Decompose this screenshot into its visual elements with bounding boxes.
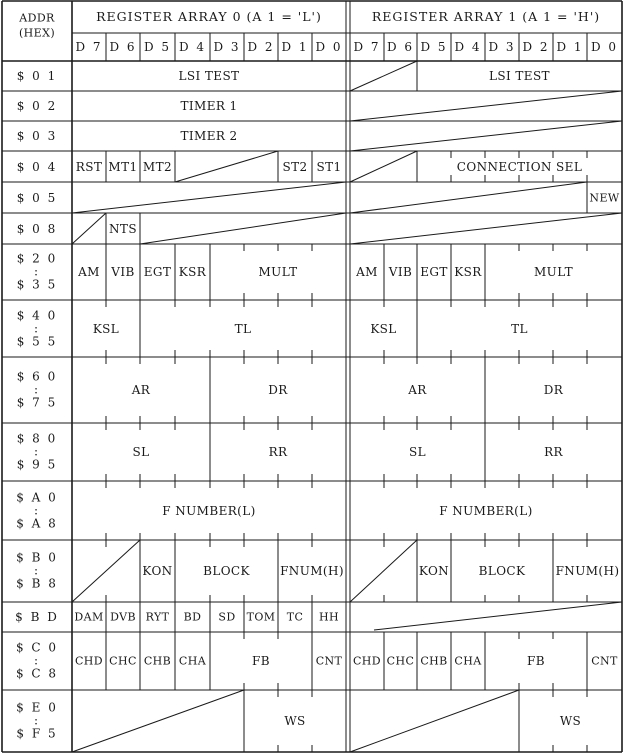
a0-r08-unused-a [72,213,106,244]
a1-fb: FB [527,654,545,668]
address-r60 [17,371,58,410]
a1-chb: CHB [420,654,448,668]
a0-tom: TOM [246,610,276,624]
a0-egt: EGT [143,265,172,279]
a1-cha: CHA [454,654,482,668]
a0-ws: WS [284,714,306,728]
bit-header-6: D 1 [281,40,309,54]
a0-am: AM [78,265,100,279]
a1-fnum-h: FNUM(H) [555,564,620,578]
a0-r08-unused-b [140,213,346,244]
a0-block: BLOCK [203,564,250,578]
a0-cnt: CNT [315,654,343,668]
a0-sl: SL [132,445,150,459]
a1-r08-unused [350,213,622,244]
bit-header-2: D 5 [143,40,172,54]
a0-sd: SD [218,610,236,624]
a0-dr: DR [268,383,288,397]
a0-chc: CHC [109,654,137,668]
a0-fnum-h: FNUM(H) [280,564,344,578]
a1-tl: TL [511,321,528,336]
a1-r02-unused [350,91,622,121]
array0-header: REGISTER ARRAY 0 (A 1 = 'L') [96,8,322,24]
address-r20-line: $ 2 0 [16,251,58,266]
a1-ksr: KSR [454,265,482,279]
a1-rr: RR [544,445,563,459]
address-rB0-line: : [33,563,41,578]
a0-fb: FB [252,654,270,668]
a0-vib: VIB [111,265,135,279]
a1-ws: WS [559,714,582,728]
address-rC0 [16,642,58,681]
address-r02: $ 0 2 [16,99,58,113]
a1-ksl: KSL [370,321,397,336]
address-rC0-line: $ C 0 [15,640,59,655]
address-rA0-line: $ A 0 [16,490,58,504]
bit-header-r-5: D 2 [522,40,550,54]
bit-header-4: D 3 [213,40,241,54]
bit-header-r-0: D 7 [353,40,381,54]
bit-header-0: D 7 [75,40,103,54]
a1-kon: KON [418,564,450,578]
address-rA0 [16,491,58,530]
a0-cha: CHA [178,654,207,668]
bit-header-r-1: D 6 [386,40,415,54]
a0-r05-unused [72,182,346,213]
bit-header-5: D 2 [247,40,275,54]
address-rB0 [16,552,58,591]
a1-vib: VIB [388,265,413,279]
a0-ksr: KSR [178,265,207,279]
address-rB0-line: $ B 8 [16,576,58,591]
address-r05: $ 0 5 [16,190,58,205]
a0-nts: NTS [109,221,137,236]
bit-header-7: D 0 [315,40,343,54]
address-rB0-line: $ B 0 [16,550,58,565]
a0-dam: DAM [74,610,104,624]
address-r60-line: $ 7 5 [16,395,58,410]
bit-header-r-7: D 0 [590,40,619,54]
a1-rBD-unused [374,602,622,630]
a0-ksl: KSL [92,321,120,336]
address-r60-line: $ 6 0 [16,369,58,384]
addr-header-label: ADDR [19,11,55,25]
a0-rst: RST [75,159,103,174]
a0-hh: HH [319,610,339,624]
address-r60-line: : [33,382,41,397]
a0-tl: TL [234,321,252,336]
addr-header-label: (HEX) [18,26,56,40]
address-rA0-line: : [33,503,41,517]
a1-new: NEW [589,191,620,204]
address-r40-line: $ 5 5 [16,334,58,348]
address-rE0-line: $ E 0 [16,700,58,715]
a1-am: AM [356,265,378,279]
a1-fnumber-l: F NUMBER(L) [439,503,533,518]
a1-r03-unused [350,121,622,151]
address-rBD: $ B D [15,610,59,624]
a0-ryt: RYT [145,610,170,624]
a0-rE0-unused [72,690,244,752]
a0-r04-unused [175,151,278,182]
address-rE0 [16,702,58,741]
a0-rB0-unused [72,540,140,602]
a0-mt1: MT1 [108,159,138,174]
address-r80-line: $ 9 5 [16,457,58,472]
address-r04: $ 0 4 [16,159,58,174]
a0-bd: BD [183,610,202,624]
a1-lsi-test: LSI TEST [489,69,550,83]
a1-chc: CHC [386,654,415,668]
address-r03: $ 0 3 [16,129,58,143]
a1-r04-unused [350,151,417,182]
address-r01: $ 0 1 [16,69,58,83]
a1-dr: DR [543,383,564,397]
address-rE0-line: $ F 5 [16,726,58,741]
bit-header-3: D 4 [178,40,207,54]
a0-mult: MULT [258,265,298,279]
a1-ar: AR [408,383,427,397]
address-rC0-line: $ C 8 [15,666,59,681]
a0-st2: ST2 [282,159,308,174]
a1-cnt: CNT [591,654,618,668]
a0-timer1: TIMER 1 [180,99,238,113]
a1-egt: EGT [420,265,448,279]
a1-block: BLOCK [478,564,526,578]
a0-fnumber-l: F NUMBER(L) [162,503,256,518]
a1-rE0-unused [350,690,519,752]
address-r80 [17,433,58,472]
a0-ar: AR [131,383,151,397]
a0-chd: CHD [74,654,104,668]
address-r40-line: : [33,321,41,335]
bit-header-1: D 6 [109,40,137,54]
address-r20-line: $ 3 5 [16,277,58,292]
address-rA0-line: $ A 8 [16,516,58,530]
a1-rB0-unused [350,540,417,602]
address-r20-line: : [33,264,41,279]
a0-kon: KON [142,564,173,578]
bit-header-r-2: D 5 [420,40,448,54]
a1-r05-unused [350,182,587,213]
bit-header-r-4: D 3 [488,40,516,54]
address-r08: $ 0 8 [16,221,58,236]
a0-rr: RR [268,445,288,459]
address-r40-line: $ 4 0 [16,308,58,322]
address-r20 [17,253,58,292]
a0-timer2: TIMER 2 [180,129,238,143]
array1-header: REGISTER ARRAY 1 (A 1 = 'H') [371,8,601,24]
a1-sl: SL [409,445,426,459]
a1-r01-unused [350,61,417,91]
address-rC0-line: : [33,653,41,668]
address-r80-line: : [33,444,41,459]
address-rE0-line: : [33,713,41,728]
address-r80-line: $ 8 0 [16,431,58,446]
a1-chd: CHD [352,654,382,668]
bit-header-r-3: D 4 [454,40,482,54]
a0-dvb: DVB [110,610,136,624]
a0-st1: ST1 [316,159,342,174]
bit-header-r-6: D 1 [556,40,584,54]
a0-lsi-test: LSI TEST [178,69,240,83]
a1-mult: MULT [534,265,573,279]
a1-connection-sel: CONNECTION SEL [456,159,583,174]
a0-chb: CHB [143,654,172,668]
a0-mt2: MT2 [142,159,173,174]
a0-tc: TC [286,610,304,624]
address-r40 [17,309,58,348]
